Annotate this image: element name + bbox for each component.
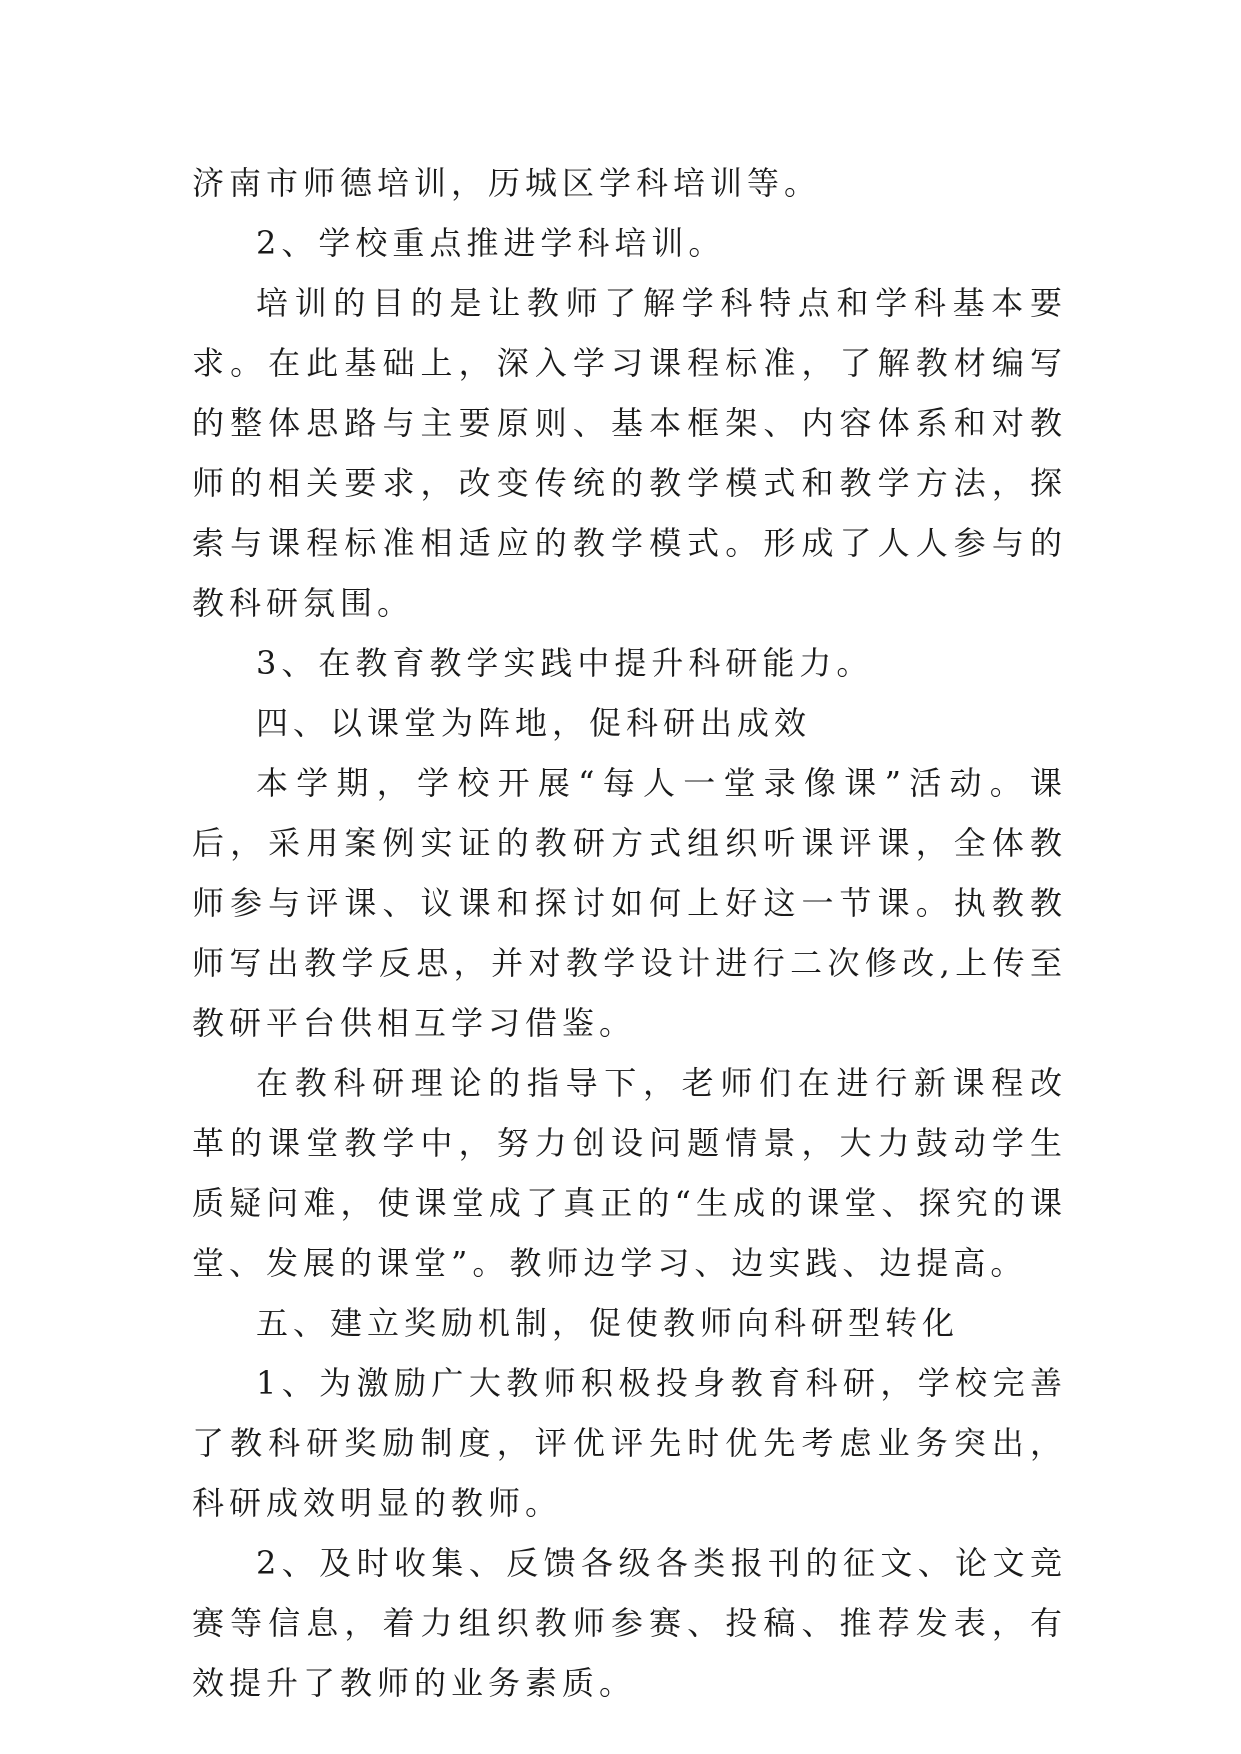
list-item-research-ability: 3、在教育教学实践中提升科研能力。 — [256, 644, 874, 682]
paragraph-training-goal: 培训的目的是让教师了解学科特点和学科基本要求。在此基础上，深入学习课程标准，了解教材编写的整体思路与主要原则、基本框架、内容体系和对教师的相关要求，改变传统的教学模式和教学方法，探索与课程标准相适应的教学模式。形成了人人参与的教科研氛围。 — [192, 284, 1067, 622]
paragraph-continuation: 济南市师德培训，历城区学科培训等。 — [192, 164, 822, 202]
list-item-reward-system: 1、为激励广大教师积极投身教育科研，学校完善了教科研奖励制度，评优评先时优先考虑业务突出，科研成效明显的教师。 — [192, 1364, 1067, 1522]
document-body — [192, 153, 1067, 1713]
paragraph-theory-guidance: 在教科研理论的指导下，老师们在进行新课程改革的课堂教学中，努力创设问题情景，大力鼓动学生质疑问难，使课堂成了真正的“生成的课堂、探究的课堂、发展的课堂”。教师边学习、边实践、边提高。 — [192, 1064, 1067, 1282]
list-item-school-training: 2、学校重点推进学科培训。 — [256, 224, 726, 262]
paragraph-video-lesson: 本学期，学校开展“每人一堂录像课”活动。课后，采用案例实证的教研方式组织听课评课，全体教师参与评课、议课和探讨如何上好这一节课。执教教师写出教学反思，并对教学设计进行二次修改,上传至教研平台供相互学习借鉴。 — [192, 764, 1067, 1042]
section-heading-reward: 五、建立奖励机制，促使教师向科研型转化 — [256, 1304, 960, 1342]
section-heading-classroom: 四、以课堂为阵地，促科研出成效 — [256, 704, 812, 742]
list-item-collect-info: 2、及时收集、反馈各级各类报刊的征文、论文竞赛等信息，着力组织教师参赛、投稿、推荐发表，有效提升了教师的业务素质。 — [192, 1544, 1067, 1702]
